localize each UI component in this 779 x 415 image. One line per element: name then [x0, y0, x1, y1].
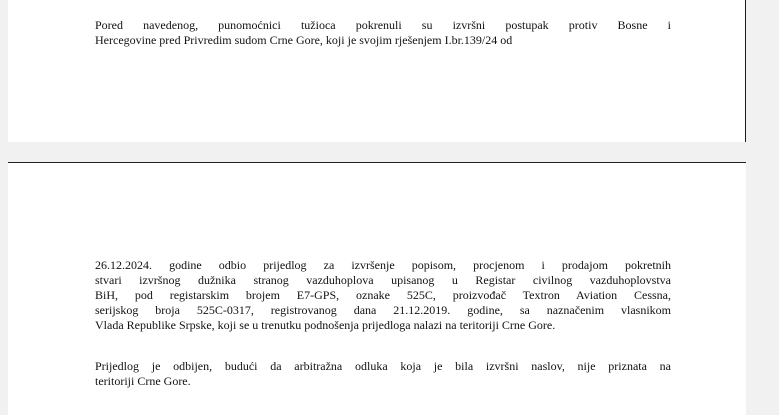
document-page-bottom — [8, 162, 746, 415]
text-line: Pored navedenog, punomoćnici tužioca pokrenuli su izvršni postupak protiv Bosne i — [95, 18, 671, 32]
text-line: serijskog broja 525C-0317, registrovanog dana 21.12.2019. godine, sa naznačenim vlasnikom — [95, 303, 671, 317]
text-line: stvari izvršnog dužnika stranog vazduhoplova upisanog u Registar civilnog vazduhoplovstva — [95, 273, 671, 287]
document-page-top — [8, 0, 746, 142]
paragraph-rejection-reason — [95, 359, 671, 389]
text-line: Vlada Republike Srpske, koji se u trenutku podnošenja prijedloga nalazi na teritoriji Crne Gore. — [95, 318, 556, 332]
text-line: 26.12.2024. godine odbio prijedlog za izvršenje popisom, procjenom i prodajom pokretnih — [95, 258, 671, 272]
text-line: teritoriji Crne Gore. — [95, 374, 191, 388]
viewer-right-gutter — [746, 0, 779, 415]
paragraph-enforcement-intro — [95, 18, 671, 48]
text-line: BiH, pod registarskim brojem E7-GPS, oznake 525C, proizvođač Textron Aviation Cessna, — [95, 288, 671, 302]
text-line: Hercegovine pred Privredim sudom Crne Gore, koji je svojim rješenjem I.br.139/24 od — [95, 33, 513, 47]
text-line: Prijedlog je odbijen, budući da arbitražna odluka koja je bila izvršni naslov, nije priznata na — [95, 359, 671, 373]
paragraph-enforcement-decision — [95, 258, 671, 333]
page-edge-divider — [8, 162, 746, 163]
